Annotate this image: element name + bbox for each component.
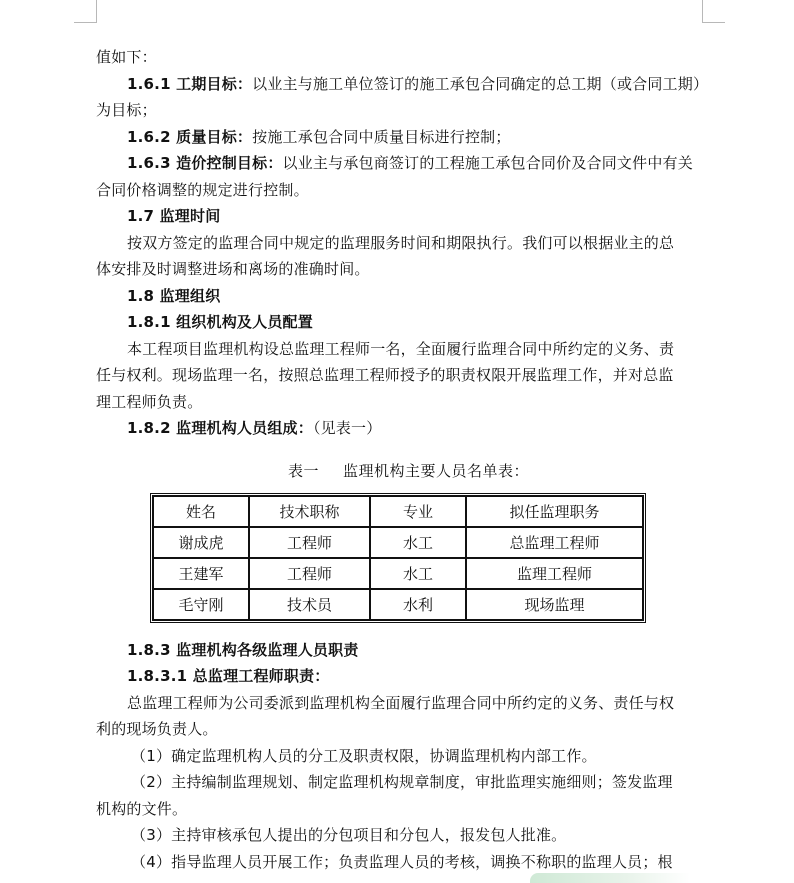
section-heading: 1.6.2 质量目标：	[127, 127, 253, 146]
table-header-cell: 专业	[370, 496, 466, 527]
table-cell: 水工	[370, 558, 466, 589]
document-page	[96, 44, 709, 875]
line-text: 以业主与承包商签订的工程施工承包合同价及合同文件中有关	[282, 154, 693, 172]
table-caption-title: 监理机构主要人员名单表：	[343, 461, 530, 480]
body-text-upper	[96, 44, 709, 442]
line-text: 理工程师负责。	[96, 392, 203, 411]
line-text: （3）主持审核承包人提出的分包项目和分包人，报发包人批准。	[131, 826, 567, 844]
table-row	[153, 527, 643, 558]
section-heading: 1.6.3 造价控制目标：	[127, 154, 283, 172]
line-text: 值如下：	[96, 48, 157, 66]
text-line	[96, 822, 701, 849]
line-text: （见表一）	[312, 419, 382, 437]
text-line	[96, 796, 701, 823]
line-text: 利的现场负责人。	[96, 720, 218, 738]
section-heading: 1.6.1 工期目标：	[127, 74, 253, 93]
section-heading: 1.8.3.1 总监理工程师职责：	[127, 667, 330, 685]
text-line	[96, 716, 701, 743]
text-line	[96, 336, 701, 363]
text-line	[96, 309, 701, 336]
section-heading: 1.8.3 监理机构各级监理人员职责	[127, 640, 359, 659]
table-cell: 工程师	[249, 558, 370, 589]
text-line	[96, 690, 701, 717]
table-cell: 毛守刚	[153, 589, 249, 620]
table-cell: 水工	[370, 527, 466, 558]
line-text: 总监理工程师为公司委派到监理机构全面履行监理合同中所约定的义务、责任与权	[127, 693, 675, 712]
section-heading: 1.7 监理时间	[127, 207, 221, 225]
table-header-cell: 姓名	[153, 496, 249, 527]
text-line	[96, 415, 701, 442]
text-line	[96, 389, 701, 416]
table-cell: 王建军	[153, 558, 249, 589]
staff-table	[150, 493, 646, 623]
text-line	[96, 230, 701, 257]
table-cell: 谢成虎	[153, 527, 249, 558]
line-text: 任与权利。现场监理一名，按照总监理工程师授予的职责权限开展监理工作，并对总监	[96, 366, 674, 384]
line-text: （4）指导监理人员开展工作；负责监理人员的考核，调换不称职的监理人员；根	[131, 852, 673, 871]
text-line	[96, 637, 701, 664]
line-text: 合同价格调整的规定进行控制。	[96, 180, 309, 199]
section-heading: 1.8.2 监理机构人员组成：	[127, 419, 313, 437]
table-cell: 监理工程师	[466, 558, 643, 589]
table-header-cell: 拟任监理职务	[466, 496, 643, 527]
line-text: 以业主与施工单位签订的施工承包合同确定的总工期（或合同工期）	[252, 74, 709, 93]
text-line	[96, 71, 709, 98]
section-heading: 1.8.1 组织机构及人员配置	[127, 313, 313, 331]
text-line	[96, 203, 701, 230]
text-line	[96, 97, 701, 124]
line-text: 机构的文件。	[96, 799, 188, 818]
table-row	[153, 589, 643, 620]
table-caption-label: 表一	[287, 461, 319, 480]
text-line	[96, 663, 701, 690]
text-line	[96, 150, 701, 177]
table-cell: 技术员	[249, 589, 370, 620]
table-header-cell: 技术职称	[249, 496, 370, 527]
text-line	[96, 769, 701, 796]
line-text: 按施工承包合同中质量目标进行控制；	[252, 127, 511, 146]
line-text: 体安排及时调整进场和离场的准确时间。	[96, 260, 370, 278]
table-cell: 工程师	[249, 527, 370, 558]
text-line	[96, 44, 701, 71]
line-text: 本工程项目监理机构设总监理工程师一名，全面履行监理合同中所约定的义务、责	[127, 339, 675, 358]
line-text: （2）主持编制监理规划、制定监理机构规章制度，审批监理实施细则；签发监理	[131, 773, 673, 791]
page-corner-mark-right	[702, 0, 725, 23]
text-line	[96, 362, 701, 389]
text-line	[96, 283, 701, 310]
line-text: （1）确定监理机构人员的分工及职责权限，协调监理机构内部工作。	[131, 746, 597, 765]
text-line	[96, 743, 701, 770]
text-line	[96, 849, 701, 876]
line-text: 按双方签定的监理合同中规定的监理服务时间和期限执行。我们可以根据业主的总	[127, 233, 675, 252]
table-cell: 水利	[370, 589, 466, 620]
table-row	[153, 558, 643, 589]
table-cell: 现场监理	[466, 589, 643, 620]
section-heading: 1.8 监理组织	[127, 286, 221, 305]
body-text-lower	[96, 637, 701, 876]
table-caption	[96, 458, 701, 484]
table-header-row	[153, 496, 643, 527]
text-line	[96, 177, 701, 204]
partial-graphic-fragment	[530, 873, 690, 883]
text-line	[96, 256, 701, 283]
page-corner-mark-left	[74, 0, 97, 23]
table-cell: 总监理工程师	[466, 527, 643, 558]
line-text: 为目标；	[96, 101, 157, 119]
text-line	[96, 124, 701, 151]
